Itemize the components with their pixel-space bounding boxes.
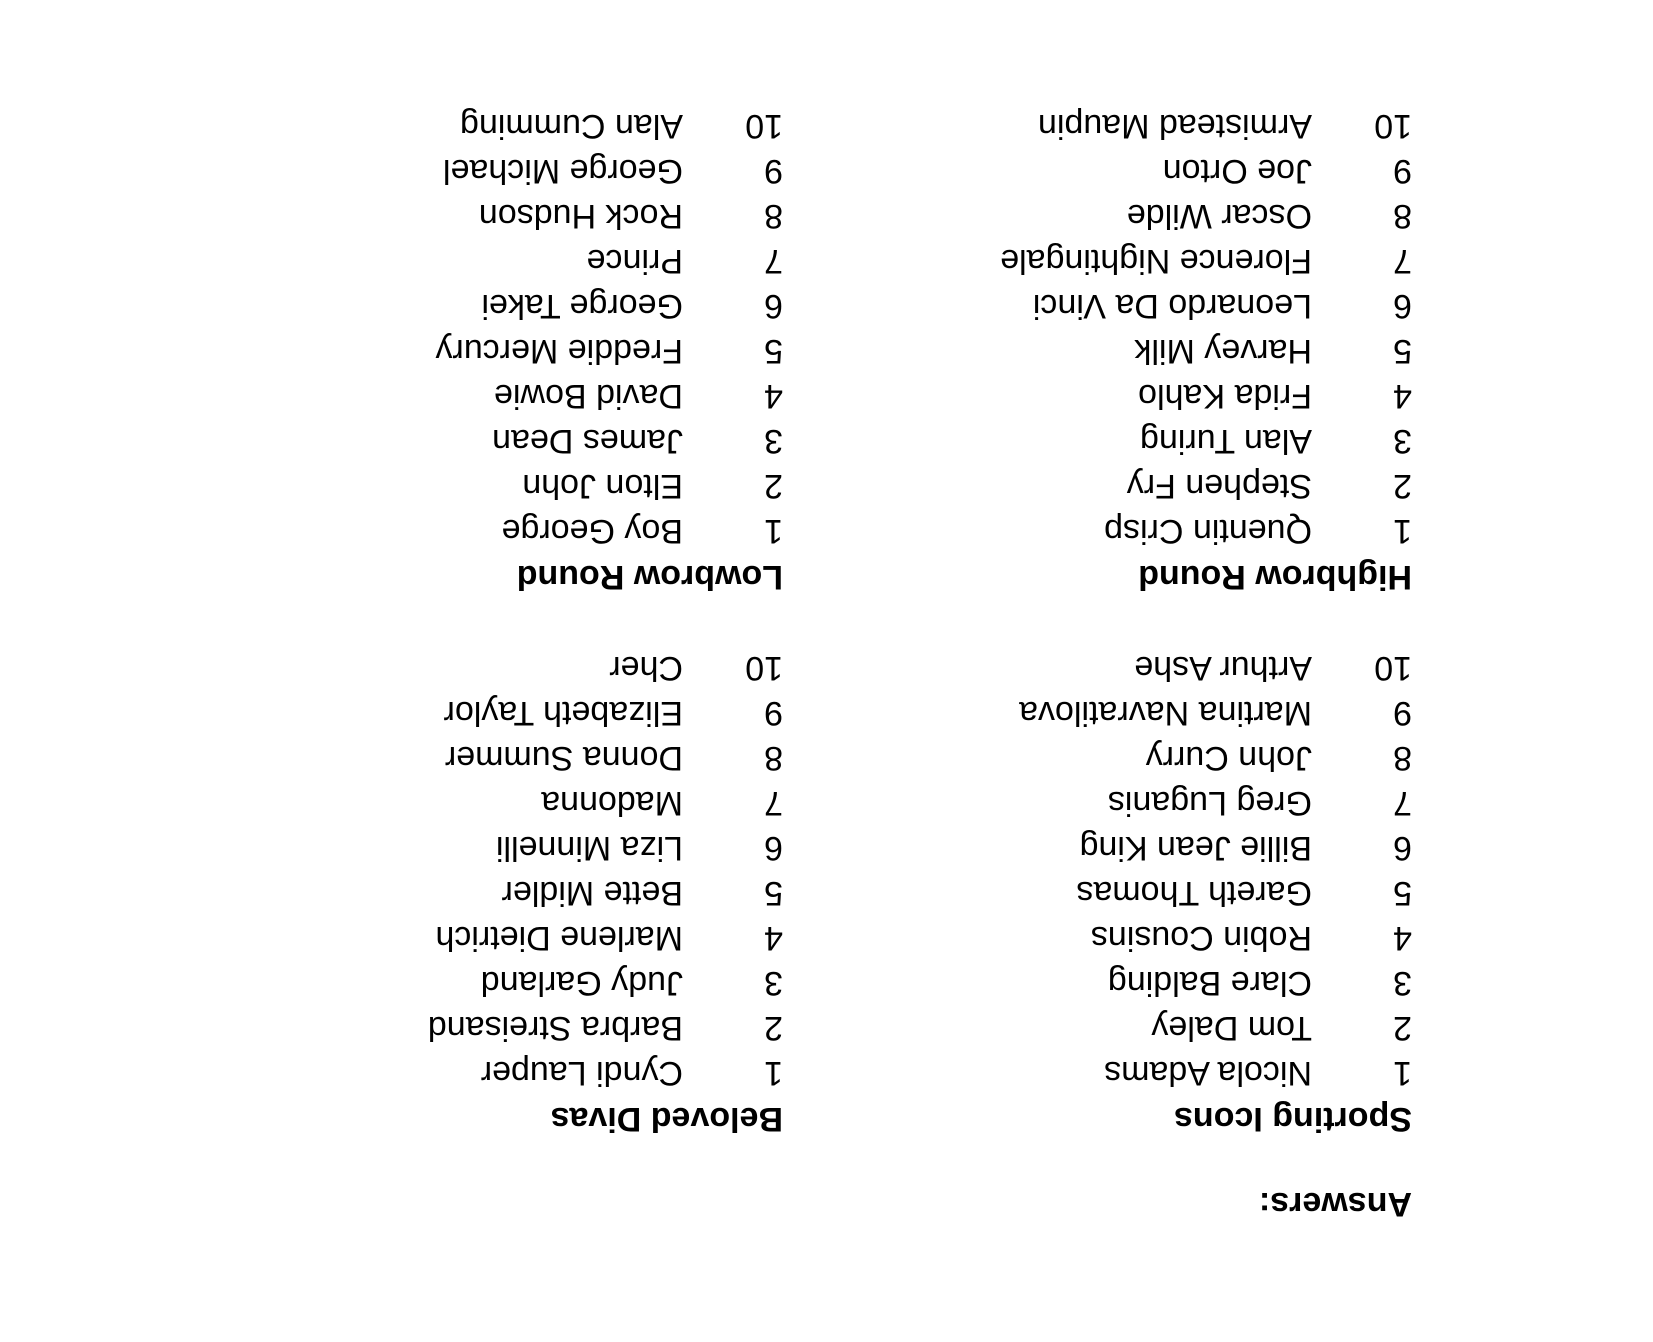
answer-number: 1 bbox=[1393, 512, 1412, 551]
answer-number: 4 bbox=[1393, 377, 1412, 416]
answer-row bbox=[435, 194, 783, 239]
answer-number: 3 bbox=[1393, 422, 1412, 461]
answer-name: Cher bbox=[609, 649, 683, 688]
answer-number: 10 bbox=[745, 107, 783, 146]
answer-name: Stephen Fry bbox=[1126, 467, 1312, 506]
answer-row bbox=[1000, 329, 1412, 374]
answer-name: Judy Garland bbox=[480, 964, 683, 1003]
answer-row bbox=[1019, 826, 1412, 871]
section-lowbrow-round bbox=[435, 104, 783, 594]
section-title: Sporting Icons bbox=[1174, 1100, 1412, 1138]
answer-number: 5 bbox=[764, 332, 783, 371]
answer-row bbox=[435, 464, 783, 509]
answer-row bbox=[1019, 781, 1412, 826]
section-sporting-icons bbox=[1019, 646, 1412, 1136]
answer-row bbox=[1019, 871, 1412, 916]
answer-number: 4 bbox=[764, 377, 783, 416]
answer-name: Robin Cousins bbox=[1090, 919, 1312, 958]
answer-list bbox=[1000, 104, 1412, 554]
answer-row bbox=[428, 646, 783, 691]
answer-number: 10 bbox=[1374, 107, 1412, 146]
answer-name: Alan Cumming bbox=[460, 107, 683, 146]
answer-number: 6 bbox=[1393, 829, 1412, 868]
answer-list bbox=[435, 104, 783, 554]
answer-name: Nicola Adams bbox=[1104, 1054, 1312, 1093]
answer-name: Greg Luganis bbox=[1107, 784, 1312, 823]
answer-row bbox=[1019, 1006, 1412, 1051]
section-beloved-divas bbox=[428, 646, 783, 1136]
answer-row bbox=[428, 1006, 783, 1051]
answer-name: Madonna bbox=[541, 784, 683, 823]
answer-list bbox=[428, 646, 783, 1096]
answer-name: Armistead Maupin bbox=[1037, 107, 1312, 146]
answer-number: 7 bbox=[764, 784, 783, 823]
answer-name: Billie Jean King bbox=[1079, 829, 1312, 868]
answer-number: 10 bbox=[1374, 649, 1412, 688]
answer-row bbox=[428, 871, 783, 916]
answer-name: Elizabeth Taylor bbox=[443, 694, 683, 733]
answer-number: 9 bbox=[764, 694, 783, 733]
answers-title: Answers: bbox=[1258, 1185, 1412, 1223]
answer-row bbox=[1000, 509, 1412, 554]
answer-name: Oscar Wilde bbox=[1126, 197, 1312, 236]
answer-number: 2 bbox=[1393, 467, 1412, 506]
section-title: Lowbrow Round bbox=[516, 558, 783, 596]
answer-row bbox=[428, 916, 783, 961]
answer-row bbox=[1019, 1051, 1412, 1096]
answer-number: 9 bbox=[764, 152, 783, 191]
answer-name: Donna Summer bbox=[444, 739, 683, 778]
answer-row bbox=[428, 961, 783, 1006]
answer-name: Arthur Ashe bbox=[1134, 649, 1312, 688]
answer-row bbox=[1019, 736, 1412, 781]
section-title: Highbrow Round bbox=[1138, 558, 1412, 596]
answer-name: Joe Orton bbox=[1162, 152, 1312, 191]
answer-number: 8 bbox=[764, 197, 783, 236]
answer-name: Tom Daley bbox=[1151, 1009, 1312, 1048]
answer-row bbox=[1019, 961, 1412, 1006]
answer-number: 3 bbox=[764, 964, 783, 1003]
answer-row bbox=[435, 239, 783, 284]
answer-row bbox=[1000, 239, 1412, 284]
answer-name: Quentin Crisp bbox=[1104, 512, 1312, 551]
answer-number: 2 bbox=[764, 467, 783, 506]
answer-row bbox=[428, 826, 783, 871]
answer-name: Marlene Dietrich bbox=[435, 919, 683, 958]
answer-name: James Dean bbox=[492, 422, 683, 461]
answer-row bbox=[428, 781, 783, 826]
answer-number: 7 bbox=[1393, 784, 1412, 823]
answer-row bbox=[428, 1051, 783, 1096]
answer-number: 5 bbox=[764, 874, 783, 913]
answer-number: 1 bbox=[764, 512, 783, 551]
answer-name: George Michael bbox=[442, 152, 683, 191]
answer-number: 7 bbox=[764, 242, 783, 281]
answer-number: 5 bbox=[1393, 332, 1412, 371]
answer-row bbox=[435, 329, 783, 374]
answer-name: David Bowie bbox=[494, 377, 683, 416]
answer-row bbox=[1019, 916, 1412, 961]
answer-number: 3 bbox=[764, 422, 783, 461]
answer-row bbox=[1000, 374, 1412, 419]
answer-row bbox=[1000, 149, 1412, 194]
answer-name: Freddie Mercury bbox=[435, 332, 683, 371]
answer-name: Florence Nightingale bbox=[1000, 242, 1312, 281]
answer-number: 4 bbox=[764, 919, 783, 958]
answer-number: 9 bbox=[1393, 694, 1412, 733]
answer-name: George Takei bbox=[481, 287, 683, 326]
answer-number: 9 bbox=[1393, 152, 1412, 191]
answer-row bbox=[428, 691, 783, 736]
answer-name: Barbra Streisand bbox=[427, 1009, 683, 1048]
answer-name: Rock Hudson bbox=[478, 197, 683, 236]
answer-number: 6 bbox=[764, 287, 783, 326]
answer-name: Harvey Milk bbox=[1134, 332, 1312, 371]
answer-name: Liza Minnelli bbox=[495, 829, 683, 868]
section-title: Beloved Divas bbox=[550, 1100, 783, 1138]
answer-row bbox=[435, 149, 783, 194]
answer-row bbox=[1019, 691, 1412, 736]
answer-name: Bette Midler bbox=[501, 874, 683, 913]
answer-row bbox=[428, 736, 783, 781]
answer-number: 1 bbox=[764, 1054, 783, 1093]
answer-name: Cyndi Lauper bbox=[480, 1054, 683, 1093]
answer-row bbox=[1000, 284, 1412, 329]
answer-row bbox=[1000, 104, 1412, 149]
answer-row bbox=[435, 104, 783, 149]
answer-number: 7 bbox=[1393, 242, 1412, 281]
answer-row bbox=[435, 509, 783, 554]
answer-number: 6 bbox=[764, 829, 783, 868]
answer-number: 3 bbox=[1393, 964, 1412, 1003]
answer-name: Prince bbox=[586, 242, 683, 281]
answer-row bbox=[435, 374, 783, 419]
answer-number: 4 bbox=[1393, 919, 1412, 958]
answer-number: 8 bbox=[1393, 739, 1412, 778]
answer-number: 10 bbox=[745, 649, 783, 688]
answer-number: 5 bbox=[1393, 874, 1412, 913]
answer-number: 2 bbox=[764, 1009, 783, 1048]
answer-list bbox=[1019, 646, 1412, 1096]
answer-name: Gareth Thomas bbox=[1076, 874, 1312, 913]
answer-number: 8 bbox=[1393, 197, 1412, 236]
answer-name: John Curry bbox=[1145, 739, 1312, 778]
answer-name: Elton John bbox=[522, 467, 683, 506]
answer-name: Alan Turing bbox=[1140, 422, 1312, 461]
answer-row bbox=[1000, 194, 1412, 239]
answer-row bbox=[435, 284, 783, 329]
answer-row bbox=[435, 419, 783, 464]
answer-number: 8 bbox=[764, 739, 783, 778]
answer-name: Leonardo Da Vinci bbox=[1032, 287, 1312, 326]
section-highbrow-round bbox=[1000, 104, 1412, 594]
answer-row bbox=[1019, 646, 1412, 691]
answer-number: 6 bbox=[1393, 287, 1412, 326]
answer-name: Frida Kahlo bbox=[1138, 377, 1312, 416]
answer-number: 1 bbox=[1393, 1054, 1412, 1093]
answer-row bbox=[1000, 464, 1412, 509]
answer-name: Clare Balding bbox=[1107, 964, 1312, 1003]
answer-row bbox=[1000, 419, 1412, 464]
answer-name: Boy George bbox=[501, 512, 683, 551]
answer-name: Martina Navratilova bbox=[1019, 694, 1312, 733]
answer-number: 2 bbox=[1393, 1009, 1412, 1048]
